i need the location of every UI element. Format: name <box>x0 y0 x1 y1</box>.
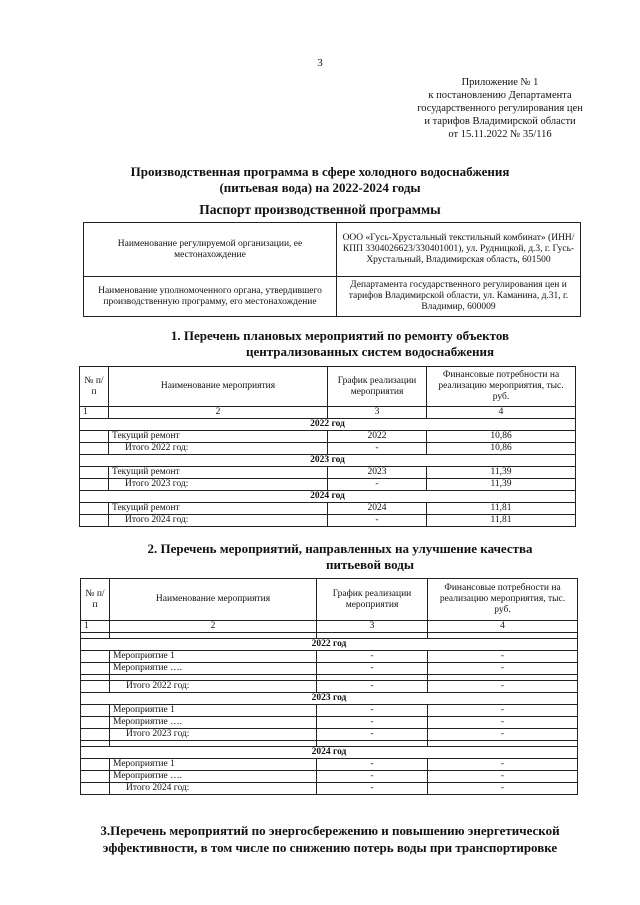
column-number-row <box>81 621 578 633</box>
total-cost: 11,39 <box>427 479 576 491</box>
total-cost: 11,81 <box>427 515 576 527</box>
appendix-line: и тарифов Владимирской области <box>424 116 576 127</box>
year-label: 2022 год <box>80 419 576 431</box>
total-schedule: - <box>317 729 428 741</box>
total-row <box>81 783 578 795</box>
year-label: 2024 год <box>81 747 578 759</box>
document-title <box>60 164 580 196</box>
item-cost: - <box>428 717 578 729</box>
item-schedule: - <box>317 705 428 717</box>
year-row <box>80 455 576 467</box>
passport-row <box>84 277 581 317</box>
appendix-line: от 15.11.2022 № 35/116 <box>448 129 552 140</box>
section2-heading-line-1: 2. Перечень мероприятий, направленных на улучшение качества <box>147 541 533 556</box>
section3-heading-line-1: 3.Перечень мероприятий по энергосбережению и повышению энергетической <box>100 823 560 838</box>
year-row <box>80 491 576 503</box>
column-number-cell: 4 <box>428 621 578 633</box>
title-line-2: (питьевая вода) на 2022-2024 годы <box>219 180 421 195</box>
page-number: 3 <box>317 57 323 69</box>
item-cost: - <box>428 705 578 717</box>
section1-heading-line-2: централизованных систем водоснабжения <box>245 344 495 359</box>
total-row <box>81 729 578 741</box>
header-cell: Наименование мероприятия <box>109 367 328 407</box>
passport-value: ООО «Гусь-Хрустальный текстильный комбинат» (ИНН/КПП 3304026623/330401001), ул. Рудницкой, д.3, г. Гусь-Хрустальный, Владимирская область, 601500 <box>337 223 581 277</box>
section3-heading <box>70 822 590 856</box>
item-schedule: - <box>317 651 428 663</box>
total-cost: - <box>428 681 578 693</box>
appendix-line: к постановлению Департамента <box>428 90 572 101</box>
year-row <box>80 419 576 431</box>
item-name: Мероприятие 1 <box>110 651 317 663</box>
total-cost: - <box>428 729 578 741</box>
table-row <box>81 759 578 771</box>
passport-table <box>83 222 581 317</box>
table-row <box>81 771 578 783</box>
year-row <box>81 693 578 705</box>
column-number-row <box>80 407 576 419</box>
table-row <box>81 651 578 663</box>
section2-table <box>80 578 578 795</box>
item-schedule: - <box>317 759 428 771</box>
total-row <box>80 443 576 455</box>
column-number-cell: 2 <box>110 621 317 633</box>
table-row <box>81 705 578 717</box>
item-schedule: 2024 <box>328 503 427 515</box>
item-name: Мероприятие 1 <box>110 705 317 717</box>
total-row <box>81 681 578 693</box>
column-number-cell: 3 <box>328 407 427 419</box>
total-label: Итого 2023 год: <box>110 729 317 741</box>
total-row <box>80 515 576 527</box>
year-row <box>81 639 578 651</box>
item-cost: - <box>428 759 578 771</box>
total-label: Итого 2024 год: <box>109 515 328 527</box>
section3-heading-line-2: эффективности, в том числе по снижению потерь воды при транспортировке <box>102 840 558 855</box>
header-cell: Финансовые потребности на реализацию мероприятия, тыс. руб. <box>428 579 578 621</box>
passport-row <box>84 223 581 277</box>
item-name: Мероприятие …. <box>110 771 317 783</box>
item-name: Текущий ремонт <box>109 503 328 515</box>
total-label: Итого 2023 год: <box>109 479 328 491</box>
total-label: Итого 2022 год: <box>110 681 317 693</box>
table-row <box>80 503 576 515</box>
item-cost: - <box>428 771 578 783</box>
appendix-block <box>400 76 600 141</box>
header-cell: № п/п <box>80 367 109 407</box>
total-label: Итого 2024 год: <box>110 783 317 795</box>
total-schedule: - <box>328 479 427 491</box>
year-row <box>81 747 578 759</box>
section2-heading-line-2: питьевой воды <box>326 557 414 572</box>
year-label: 2022 год <box>81 639 578 651</box>
total-label: Итого 2022 год: <box>109 443 328 455</box>
passport-heading: Паспорт производственной программы <box>199 202 441 217</box>
column-number-cell: 4 <box>427 407 576 419</box>
table-row <box>80 431 576 443</box>
total-schedule: - <box>328 515 427 527</box>
section1-heading-line-1: 1. Перечень плановых мероприятий по ремонту объектов <box>170 328 510 343</box>
appendix-line: Приложение № 1 <box>461 77 539 88</box>
total-cost: 10,86 <box>427 443 576 455</box>
table-header-row <box>80 367 576 407</box>
item-cost: - <box>428 651 578 663</box>
item-cost: 10,86 <box>427 431 576 443</box>
column-number-cell: 2 <box>109 407 328 419</box>
total-cost: - <box>428 783 578 795</box>
item-schedule: - <box>317 771 428 783</box>
item-name: Мероприятие …. <box>110 663 317 675</box>
table-row <box>81 663 578 675</box>
item-name: Мероприятие 1 <box>110 759 317 771</box>
header-cell: Наименование мероприятия <box>110 579 317 621</box>
item-schedule: - <box>317 717 428 729</box>
header-cell: № п/п <box>81 579 110 621</box>
column-number-cell: 1 <box>81 621 110 633</box>
year-label: 2023 год <box>81 693 578 705</box>
total-schedule: - <box>328 443 427 455</box>
table-row <box>81 717 578 729</box>
section1-table <box>79 366 576 527</box>
item-cost: 11,81 <box>427 503 576 515</box>
total-row <box>80 479 576 491</box>
item-schedule: 2023 <box>328 467 427 479</box>
item-name: Текущий ремонт <box>109 431 328 443</box>
table-row <box>80 467 576 479</box>
item-schedule: - <box>317 663 428 675</box>
passport-label: Наименование уполномоченного органа, утвердившего производственную программу, его местонахождение <box>84 277 337 317</box>
item-name: Текущий ремонт <box>109 467 328 479</box>
total-schedule: - <box>317 783 428 795</box>
section1-heading <box>100 328 580 360</box>
column-number-cell: 1 <box>80 407 109 419</box>
table-header-row <box>81 579 578 621</box>
passport-value: Департамента государственного регулирования цен и тарифов Владимирской области, ул. Каманина, д.31, г. Владимир, 600009 <box>337 277 581 317</box>
year-label: 2023 год <box>80 455 576 467</box>
year-label: 2024 год <box>80 491 576 503</box>
appendix-line: государственного регулирования цен <box>417 103 583 114</box>
item-cost: 11,39 <box>427 467 576 479</box>
section2-heading <box>100 541 580 573</box>
total-schedule: - <box>317 681 428 693</box>
header-cell: График реализации мероприятия <box>328 367 427 407</box>
title-line-1: Производственная программа в сфере холодного водоснабжения <box>130 164 510 179</box>
item-schedule: 2022 <box>328 431 427 443</box>
passport-label: Наименование регулируемой организации, ее местонахождение <box>84 223 337 277</box>
header-cell: График реализации мероприятия <box>317 579 428 621</box>
item-name: Мероприятие …. <box>110 717 317 729</box>
header-cell: Финансовые потребности на реализацию мероприятия, тыс. руб. <box>427 367 576 407</box>
item-cost: - <box>428 663 578 675</box>
column-number-cell: 3 <box>317 621 428 633</box>
